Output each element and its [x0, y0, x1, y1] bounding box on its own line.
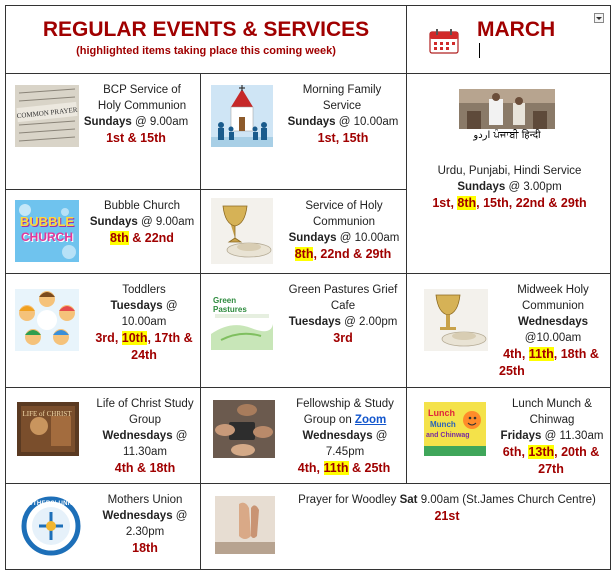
mothers-date-1: 18th: [132, 541, 158, 555]
cell-life-of-christ: [5, 387, 201, 484]
fellowship-day: Wednesdays: [302, 430, 373, 442]
cell-toddlers: [5, 273, 201, 388]
bcp-text: [88, 82, 196, 114]
month-dropdown[interactable]: [594, 13, 604, 23]
holy1030-day: Sundays: [288, 232, 337, 244]
toddlers-date-1: 3rd: [95, 331, 115, 345]
holy1030-date-3: 29th: [365, 247, 392, 261]
family-dates: [279, 130, 407, 147]
cell-mothers-union: [5, 483, 201, 570]
lunch-date-2: 13th: [528, 445, 555, 459]
holy1030-date-1: 8th: [294, 247, 314, 261]
holy1030-title-1: Service of Holy: [305, 200, 383, 212]
cell-midweek-communion: [406, 273, 611, 388]
lunch-image-text-2: Munch: [430, 420, 456, 429]
fellowship-title-1: Fellowship & Study: [296, 398, 394, 410]
life-dates: [90, 460, 200, 477]
bcp-date-2: 15th: [140, 131, 166, 145]
bubble-text: [86, 198, 198, 230]
family-time: @ 10.00am: [335, 116, 399, 128]
family-schedule: [279, 114, 407, 130]
text-cursor: [479, 43, 480, 58]
urdu-dates: [407, 195, 612, 212]
grief-text: [279, 282, 407, 330]
cell-bcp-communion: [5, 73, 201, 190]
urdu-date-4: 22nd: [515, 196, 545, 210]
toddlers-sep-3: &: [180, 331, 193, 345]
cell-holy-communion-1000: [200, 189, 407, 274]
green-pastures-image: [211, 290, 273, 350]
life-text: [90, 396, 200, 460]
fellowship-dates: [281, 460, 407, 477]
prayer-day: Sat: [399, 494, 418, 506]
prayer-time: 9.00am (St.James Church Centre): [417, 494, 596, 506]
prayer-title: Prayer for Woodley: [298, 494, 400, 506]
fellowship-date-2: 11th: [323, 461, 349, 475]
green-pastures-image-text: Green Pastures: [213, 296, 247, 314]
family-church-image: [211, 85, 273, 147]
midweek-date-1: 4th: [503, 347, 522, 361]
midweek-date-3: 18th: [560, 347, 587, 361]
chalice-image: [211, 198, 273, 264]
cell-urdu-service: [406, 73, 611, 274]
cell-lunch-munch: [406, 387, 611, 484]
urdu-date-3: 15th: [483, 196, 509, 210]
holy1030-sep-1: ,: [313, 247, 321, 261]
holy1030-title-2: Communion: [313, 216, 375, 228]
mothers-text: [90, 492, 200, 540]
holy1030-time: @ 10.00am: [336, 232, 400, 244]
midweek-text: [497, 282, 609, 346]
lunch-sep-1: ,: [521, 445, 529, 459]
lunch-date-3: 20th: [561, 445, 587, 459]
family-title-2: Service: [322, 100, 362, 112]
lunch-title-1: Lunch Munch &: [512, 398, 592, 410]
lunch-date-1: 6th: [502, 445, 522, 459]
grief-title-1: Green Pastures Grief: [288, 284, 398, 296]
fellowship-title-2: Group on: [303, 414, 355, 426]
bubble-date-1: 8th: [110, 231, 129, 245]
lunch-time: @ 11.30am: [541, 430, 604, 442]
bcp-title-1: BCP Service of: [103, 84, 181, 96]
family-day: Sundays: [287, 116, 336, 128]
lunch-text: [493, 396, 611, 444]
midweek-title-1: Midweek Holy: [517, 284, 589, 296]
bubble-time: @ 9.00am: [137, 216, 195, 228]
grief-dates: [279, 330, 407, 347]
lunch-image-text-3: and Chinwag: [426, 432, 470, 439]
bcp-time: @ 9.00am: [131, 116, 189, 128]
bcp-title-2: Holy Communion: [97, 100, 187, 112]
prayer-date-1: 21st: [434, 509, 460, 523]
life-of-christ-image: [17, 402, 79, 456]
midweek-chalice-image: [424, 289, 488, 351]
fellowship-time-1: @: [372, 430, 388, 442]
zoom-link[interactable]: Zoom: [354, 414, 387, 426]
holy1030-date-2: 22nd: [320, 247, 350, 261]
fellowship-text: [283, 396, 407, 460]
life-date-2: 18th: [149, 461, 176, 475]
urdu-script-label: اردو ਪੰਜਾਬੀ हिन्दी: [473, 130, 541, 141]
urdu-day: Sundays: [457, 181, 506, 193]
midweek-dates: [491, 346, 611, 380]
cell-prayer-woodley: [200, 483, 611, 570]
mothers-title: Mothers Union: [107, 494, 183, 506]
life-time-1: @: [172, 430, 188, 442]
toddlers-date-4: 24th: [131, 348, 157, 362]
bcp-day: Sundays: [83, 116, 132, 128]
toddlers-sep-1: ,: [114, 331, 122, 345]
family-title-1: Morning Family: [302, 84, 382, 96]
fellowship-sep-2: &: [348, 461, 365, 475]
life-day: Wednesdays: [102, 430, 173, 442]
holy1030-sep-2: &: [349, 247, 366, 261]
bcp-date-1: 1st: [106, 131, 125, 145]
urdu-sep-3: ,: [508, 196, 516, 210]
prayer-dates: [285, 508, 609, 525]
midweek-time: @10.00am: [524, 332, 582, 344]
toddlers-date-2: 10th: [121, 331, 148, 345]
midweek-day: Wednesdays: [517, 316, 589, 328]
fellowship-sep-1: ,: [316, 461, 324, 475]
life-title-2: Group: [129, 414, 161, 426]
holy1030-text: [283, 198, 405, 246]
lunch-date-4: 27th: [538, 462, 564, 476]
grief-date-1: 3rd: [333, 331, 353, 345]
bubble-image-text-2: CHURCH: [21, 230, 73, 244]
praying-hands-image: [215, 496, 275, 554]
urdu-sep-1: ,: [450, 196, 458, 210]
family-text: [283, 82, 401, 114]
urdu-date-2: 8th: [457, 196, 477, 210]
lunch-sep-3: &: [586, 445, 600, 459]
bubble-dates: [86, 230, 198, 247]
mothers-day: Wednesdays: [102, 510, 173, 522]
family-sep-1: ,: [335, 131, 343, 145]
fellowship-date-1: 4th: [297, 461, 317, 475]
bubble-image-text-1: BUBBLE: [19, 214, 75, 229]
fellowship-image: [213, 400, 275, 458]
calendar-icon: [429, 28, 459, 54]
life-title-1: Life of Christ Study: [96, 398, 194, 410]
toddlers-image: [15, 289, 79, 351]
lunch-title-2: Chinwag: [529, 414, 575, 426]
bcp-schedule: [66, 114, 206, 130]
urdu-date-1: 1st: [432, 196, 451, 210]
urdu-service-image: [459, 89, 555, 143]
lunch-munch-image: [424, 402, 486, 456]
midweek-sep-2: ,: [553, 347, 561, 361]
prayer-text: [285, 492, 609, 508]
toddlers-date-3: 17th: [154, 331, 181, 345]
header-month-cell: [406, 5, 611, 74]
lunch-day: Fridays: [500, 430, 542, 442]
family-date-1: 1st: [317, 131, 336, 145]
lunch-dates: [491, 444, 611, 478]
holy1030-dates: [279, 246, 407, 263]
bubble-sep-1: &: [128, 231, 145, 245]
midweek-sep-1: ,: [521, 347, 529, 361]
bubble-title: Bubble Church: [103, 200, 181, 212]
midweek-sep-3: &: [586, 347, 599, 361]
grief-day: Tuesdays: [288, 316, 341, 328]
cell-bubble-church: [5, 189, 201, 274]
mothers-time-2: 2.30pm: [125, 526, 165, 538]
family-date-2: 15th: [342, 131, 369, 145]
header-title-cell: [5, 5, 407, 74]
mothers-union-logo-text: MOTHERS' UNION: [22, 501, 80, 507]
lunch-sep-2: ,: [554, 445, 562, 459]
midweek-date-4: 25th: [499, 364, 525, 378]
toddlers-title: Toddlers: [122, 284, 166, 296]
urdu-time: @ 3.00pm: [505, 181, 562, 193]
lunch-image-text-1: Lunch: [428, 408, 455, 418]
bubble-date-2: 22nd: [144, 231, 174, 245]
page-subtitle: (highlighted items taking place this coming week): [76, 45, 336, 57]
midweek-title-2: Communion: [522, 300, 584, 312]
bcp-sep-1: &: [124, 131, 141, 145]
fellowship-date-3: 25th: [364, 461, 391, 475]
toddlers-time-2: 10.00am: [121, 316, 167, 328]
svg-text:LIFE of CHRIST: LIFE of CHRIST: [22, 410, 72, 418]
urdu-date-5: 29th: [560, 196, 587, 210]
bcp-dates: [66, 130, 206, 147]
mothers-dates: [90, 540, 200, 557]
bubble-day: Sundays: [89, 216, 138, 228]
midweek-date-2: 11th: [528, 347, 554, 361]
mothers-union-logo: [21, 494, 81, 558]
life-date-1: 4th: [114, 461, 134, 475]
bubble-church-image: [15, 200, 79, 262]
urdu-text: [407, 163, 612, 195]
cell-family-service: [200, 73, 407, 190]
month-label: MARCH: [477, 18, 556, 41]
grief-title-2: Cafe: [330, 300, 356, 312]
toddlers-text: [90, 282, 198, 330]
life-time-2: 11.30am: [123, 446, 167, 458]
toddlers-day: Tuesdays: [110, 300, 163, 312]
toddlers-dates: [86, 330, 202, 364]
toddlers-sep-2: ,: [147, 331, 155, 345]
fellowship-time-2: 7.45pm: [325, 446, 365, 458]
urdu-title: Urdu, Punjabi, Hindi Service: [437, 165, 582, 177]
mothers-time-1: @: [172, 510, 188, 522]
cell-fellowship-study: [200, 387, 407, 484]
page-title: REGULAR EVENTS & SERVICES: [42, 18, 370, 41]
cell-green-pastures: [200, 273, 407, 388]
svg-text:COMMON PRAYER: COMMON PRAYER: [16, 105, 78, 121]
urdu-sep-2: ,: [476, 196, 484, 210]
urdu-sep-4: &: [544, 196, 561, 210]
toddlers-time-1: @: [162, 300, 178, 312]
grief-time: @ 2.00pm: [340, 316, 398, 328]
life-sep-1: &: [133, 461, 150, 475]
